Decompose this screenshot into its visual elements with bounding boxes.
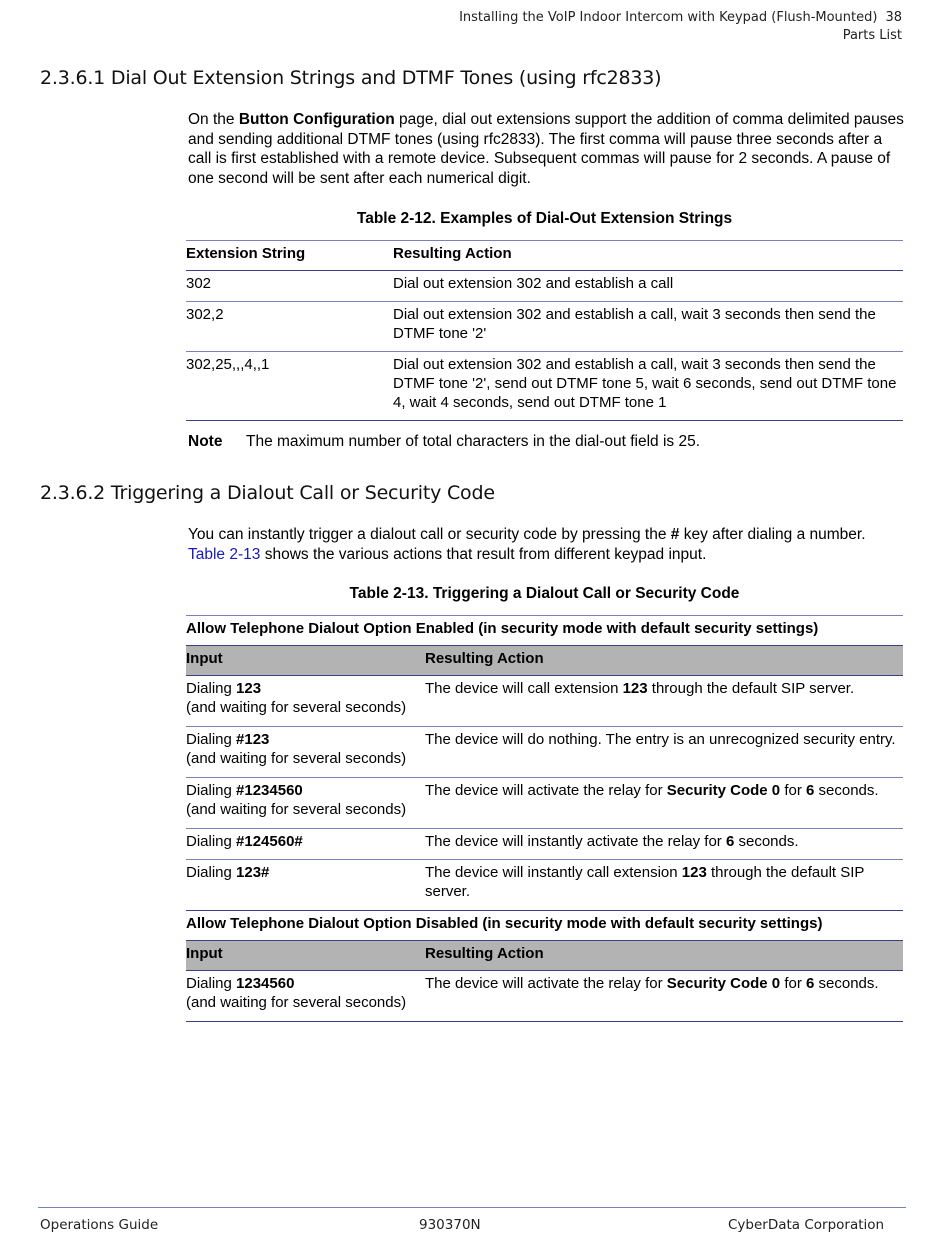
table-2-13-caption: Table 2-13. Triggering a Dialout Call or Security Code (349, 585, 740, 602)
table-row: 302,2 Dial out extension 302 and establish a call, wait 3 seconds then send the DTMF tone '2' (186, 302, 903, 352)
section2-paragraph: You can instantly trigger a dialout call or security code by pressing the # key after dialing a number. Table 2-13 shows the various actions that result from different keypad input. (188, 526, 866, 563)
button-configuration-term: Button Configuration (238, 111, 395, 128)
col-header-extension: Extension String (186, 245, 306, 262)
section-heading-triggering: 2.3.6.2 Triggering a Dialout Call or Security Code (40, 482, 495, 504)
table-row: 302,25,,,4,,1 Dial out extension 302 and establish a call, wait 3 seconds then send the DTMF tone '2', send out DTMF tone 5, wait 6 seconds, send out DTMF tone 4, wait 4 seconds, send out DTMF tone 1 (186, 352, 903, 421)
note-label: Note (188, 433, 223, 450)
section1-paragraph: On the Button Configuration page, dial out extensions support the addition of comma delimited pauses and sending additional DTMF tones (using rfc2833). The first comma will pause three seconds after a call is first established with a remote device. Subsequent commas will pause for 2 seconds. A pause of one second will be sent after each numerical digit. (188, 111, 904, 187)
table-row: Dialing 123 (and waiting for several seconds) The device will call extension 123 through the default SIP server. (186, 676, 903, 727)
note-text: The maximum number of total characters in the dial-out field is 25. (246, 433, 701, 450)
section-heading-dial-out: 2.3.6.1 Dial Out Extension Strings and DTMF Tones (using rfc2833) (40, 67, 662, 89)
col-header-input: Input (186, 650, 223, 667)
table-triggering-dialout (186, 615, 903, 1022)
note (188, 433, 700, 451)
table-row: Dialing #1234560 (and waiting for several seconds) The device will activate the relay for Security Code 0 for 6 seconds. (186, 778, 903, 829)
footer-rule (38, 1207, 906, 1208)
page-header (459, 9, 902, 45)
disabled-section-title: Allow Telephone Dialout Option Disabled (in security mode with default security settings) (186, 915, 823, 932)
table-row: Dialing 1234560 (and waiting for several seconds) The device will activate the relay for Security Code 0 for 6 seconds. (186, 971, 903, 1022)
table-row: Dialing #124560# The device will instantly activate the relay for 6 seconds. (186, 829, 903, 860)
table-row: Dialing #123 (and waiting for several seconds) The device will do nothing. The entry is an unrecognized security entry. (186, 727, 903, 778)
table-row: Dialing 123# The device will instantly call extension 123 through the default SIP server. (186, 860, 903, 911)
col-header-input: Input (186, 945, 223, 962)
footer-doc-number: 930370N (419, 1217, 481, 1233)
table-row: 302 Dial out extension 302 and establish a call (186, 271, 903, 302)
enabled-section-title: Allow Telephone Dialout Option Enabled (in security mode with default security settings) (186, 620, 819, 637)
col-header-action: Resulting Action (393, 245, 512, 262)
footer-left: Operations Guide (40, 1217, 159, 1233)
table-2-12-caption: Table 2-12. Examples of Dial-Out Extension Strings (356, 210, 733, 227)
doc-title: Installing the VoIP Indoor Intercom with Keypad (Flush-Mounted) (459, 10, 878, 25)
table-dial-out-examples (186, 240, 903, 421)
doc-subtitle: Parts List (842, 28, 902, 43)
page-number: 38 (885, 10, 902, 25)
col-header-action: Resulting Action (425, 650, 544, 667)
col-header-action: Resulting Action (425, 945, 544, 962)
footer-company: CyberData Corporation (728, 1217, 885, 1233)
table-2-13-link[interactable]: Table 2-13 (188, 545, 261, 563)
